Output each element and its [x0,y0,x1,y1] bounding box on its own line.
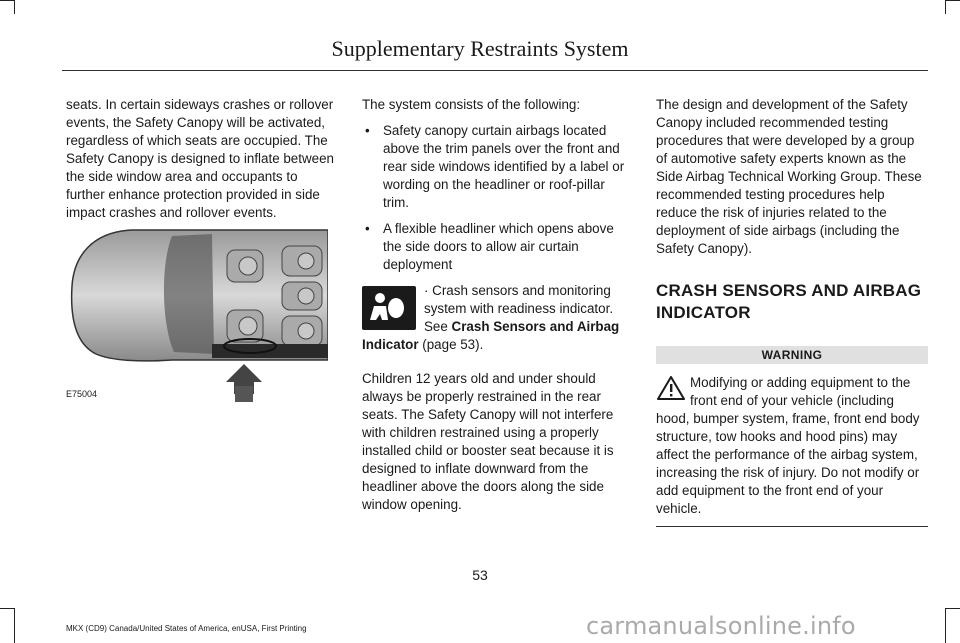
crash-sensors-link[interactable]: Crash Sensors and Airbag Indicator [362,319,620,352]
crop-mark [14,0,15,14]
page-number: 53 [472,567,488,583]
crop-mark [945,608,946,643]
page-reference: (page 53). [418,337,484,352]
figure-code: E75004 [66,389,98,399]
list-item: • A flexible headliner which opens above the side doors to allow air curtain deployment [362,220,634,274]
warning-triangle-icon [656,375,686,401]
crop-mark [945,0,946,14]
vehicle-airbag-figure [62,226,328,406]
edition-footer: MKX (CD9) Canada/United States of America, enUSA, First Printing [66,624,307,633]
list-item: • Safety canopy curtain airbags located above the trim panels over the front and rear side windows identified by a label or wording on the headliner or roof-pillar trim. [362,122,634,212]
children-paragraph: Children 12 years old and under should always be properly restrained in the rear seats. The Safety Canopy will not interfere with children restrained using a properly installed child or booster seat because it is designed to inflate downward from the headliner above the doors along the side window opening. [362,371,614,512]
crop-mark [946,0,960,1]
airbag-item-text: · Crash sensors and monitoring system with readiness indicator. See [424,283,614,334]
crop-mark [0,608,14,609]
canopy-paragraph: seats. In certain sideways crashes or rollover events, the Safety Canopy will be activated, regardless of which seats are occupied. The Safety Canopy is designed to inflate between the side window area and occupants to further enhance protection provided in side impact crashes and rollover events. [66,97,334,220]
airbag-warning-icon [362,286,416,330]
crop-mark [14,608,15,643]
warning-content [656,374,928,518]
page-title: Supplementary Restraints System [331,36,629,61]
system-components-list [362,122,634,274]
warning-text: Modifying or adding equipment to the front end of your vehicle (including hood, bumper system, frame, front end body structure, tow hooks and hood pins) may affect the performance of the airbag system, increasing the risk of injury. Do not modify or add equipment to the front end of your vehicle. [656,375,920,516]
column-left [66,96,336,222]
watermark: carmanualsonline.info [586,612,856,640]
warning-rule [656,526,928,527]
design-paragraph: The design and development of the Safety Canopy included recommended testing procedures that were developed by a group of automotive safety experts known as the Side Airbag Technical Working Group. These recommended testing procedures help reduce the risk of injuries related to the deployment of side airbags (including the Safety Canopy). [656,97,922,256]
crop-mark [0,0,14,1]
warning-label: WARNING [656,346,928,364]
header-rule [62,70,928,71]
section-heading: CRASH SENSORS AND AIRBAG INDICATOR [656,281,922,322]
airbag-indicator-item [362,282,634,354]
column-middle [362,96,634,514]
system-intro: The system consists of the following: [362,97,581,112]
crop-mark [946,608,960,609]
column-right [656,96,928,527]
warning-box [656,346,928,527]
